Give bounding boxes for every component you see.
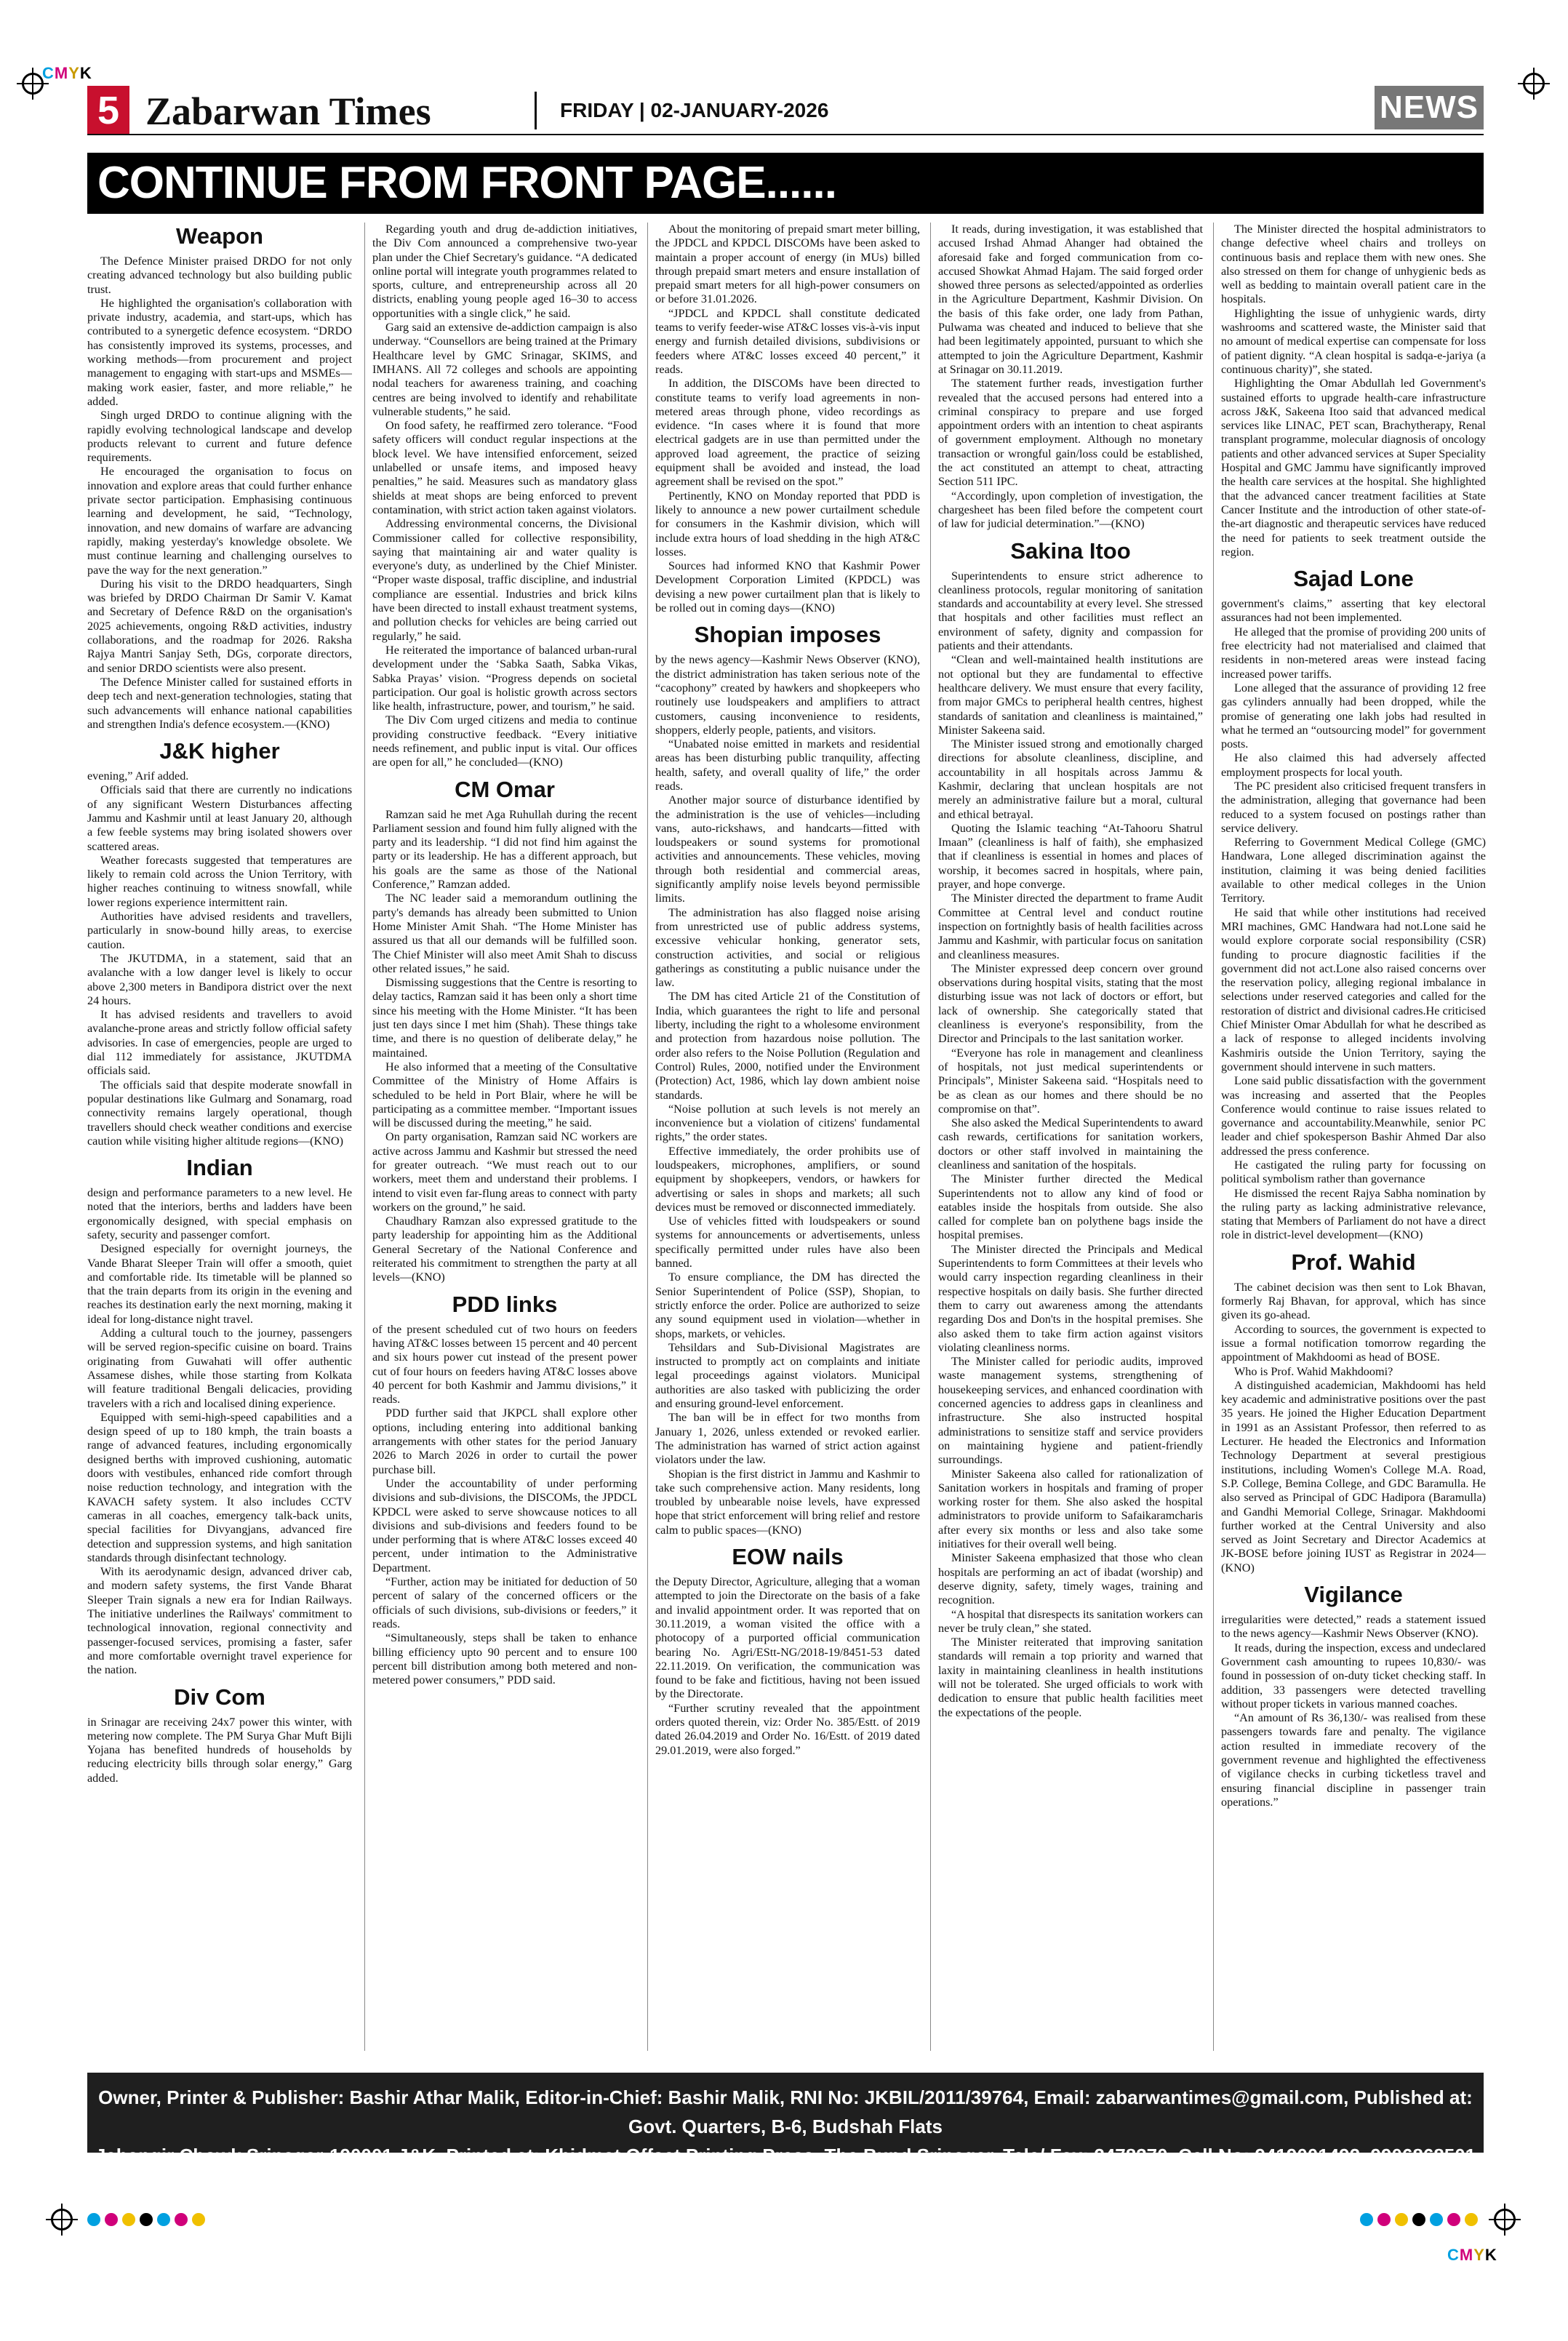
story-paragraph: Singh urged DRDO to continue aligning with the rapidly evolving technological landscape and develop products relevant to current and future defence requirements. <box>87 409 352 465</box>
story-paragraph: Quoting the Islamic teaching “At-Tahooru Shatrul Imaan” (cleanliness is half of faith), she emphasized that if cleanliness is essential in homes and places of worship, it becomes sacred in hospitals, where pain, prayer, and hope converge. <box>938 821 1203 892</box>
column-5 <box>1221 223 1486 2051</box>
story-paragraph: Use of vehicles fitted with loudspeakers or sound systems for announcements or advertisements, unless specifically permitted under rules have also been banned. <box>655 1214 920 1270</box>
cmyk-mark-bottom <box>1447 2246 1497 2265</box>
story-paragraph: Lone alleged that the assurance of providing 12 free gas cylinders annually had been dropped, while the promise of generating one lakh jobs had resulted in what he termed an “outsourcing model” for government posts. <box>1221 681 1486 751</box>
story-paragraph: On party organisation, Ramzan said NC workers are active across Jammu and Kashmir but stressed the need for greater outreach. “We must reach out to our workers, meet them and understand their problems. I intend to visit even far-flung areas to connect with party workers on the ground,” he said. <box>372 1130 637 1214</box>
cmyk-mark-top <box>42 64 92 83</box>
story-paragraph: Authorities have advised residents and travellers, particularly in snow-bound hilly areas, to exercise caution. <box>87 910 352 951</box>
story-paragraph: He also claimed this had adversely affected employment prospects for local youth. <box>1221 751 1486 779</box>
story-paragraph: Chaudhary Ramzan also expressed gratitude to the party leadership for appointing him as the Additional General Secretary of the National Conference and reiterated his commitment to strengthen the party at all levels—(KNO) <box>372 1214 637 1284</box>
story-paragraph: “Noise pollution at such levels is not merely an inconvenience but a violation of citizens' fundamental rights,” the order states. <box>655 1102 920 1144</box>
story-paragraph: The Defence Minister praised DRDO for not only creating advanced technology but also building public trust. <box>87 255 352 296</box>
date-line: FRIDAY | 02-JANUARY-2026 <box>560 99 829 121</box>
column-1 <box>87 223 352 2051</box>
article-columns <box>87 223 1484 2051</box>
story-paragraph: design and performance parameters to a new level. He noted that the interiors, berths and ladders have been ergonomically designed, with special emphasis on safety, security and passenger comfort. <box>87 1186 352 1241</box>
story-paragraph: Designed especially for overnight journeys, the Vande Bharat Sleeper Train will offer a smooth, quiet and comfortable ride. Its timetable will be planned so that the train departs from its origin in the evening and reaches its destination early the next morning, making it ideal for long-distance night travel. <box>87 1242 352 1326</box>
story-paragraph: “JPDCL and KPDCL shall constitute dedicated teams to verify feeder-wise AT&C losses vis-à-vis input energy and furnish detailed divisions, subdivisions or feeders where AT&C losses exceed 40 percent,” it reads. <box>655 306 920 376</box>
story-paragraph: Addressing environmental concerns, the Divisional Commissioner called for collective responsibility, saying that maintaining air and water quality is everyone's duty, as underlined by the Chief Minister. “Proper waste disposal, traffic discipline, and industrial compliance are essential. Industries and brick kilns have been directed to install exhaust treatment systems, and pollution checks for vehicles are being carried out regularly,” he said. <box>372 517 637 643</box>
story-paragraph: On food safety, he reaffirmed zero tolerance. “Food safety officers will conduct regular inspections at the block level. We have intensified enforcement, seized unlabelled or unsafe items, and imposed heavy penalties,” he said. Measures such as mandatory glass shields at meat shops are being enforced to prevent contamination, with strict action taken against violators. <box>372 419 637 516</box>
story-paragraph: The Minister further directed the Medical Superintendents not to allow any kind of food or eatables inside the hospitals from outside. She also called for complete ban on polythene bags inside the hospital premises. <box>938 1172 1203 1242</box>
story-paragraph: The Minister issued strong and emotionally charged directions for absolute cleanliness, discipline, and accountability in all hospitals across Jammu & Kashmir, declaring that unclean hospitals are not merely an administrative failure but a moral, cultural and ethical betrayal. <box>938 737 1203 821</box>
story-headline: CM Omar <box>455 776 555 802</box>
story-weapon <box>87 223 352 732</box>
story-paragraph: He highlighted the organisation's collaboration with private industry, academia, and start-ups, which has contributed to a synergetic defence ecosystem. “DRDO has consistently improved its systems, processes, and working methods—from procurement and project management to engaging with start-ups and MSMEs—making work easier, faster, and more reliable,” he added. <box>87 296 352 408</box>
story-paragraph: In addition, the DISCOMs have been directed to constitute teams to verify load agreements in non-metered areas through phone, video recordings as evidence. “In cases where it is found that more electrical gadgets are in use than permitted under the approved load agreement, the practice of seizing equipment shall be avoided and instead, the load agreement shall be revised on the spot.” <box>655 377 920 489</box>
masthead-divider <box>535 92 537 129</box>
imprint-line-1: Owner, Printer & Publisher: Bashir Athar Malik, Editor-in-Chief: Bashir Malik, RNI No: JKBIL/2011/39764, Email: zabarwantimes@gmail.com, Published at: Govt. Quarters, B-6, Budshah Flats <box>98 2086 1473 2137</box>
masthead-rule <box>87 134 1484 135</box>
story-paragraph: of the present scheduled cut of two hours on feeders having AT&C losses between 15 percent and 40 percent and six hours power cut instead of the present power cut of four hours on feeders having AT&C losses above 40 percent for both Kashmir and Jammu divisions,” it reads. <box>372 1322 637 1406</box>
story-div-com-cont <box>372 223 637 770</box>
story-paragraph: Adding a cultural touch to the journey, passengers will be served region-specific cuisine on board. Trains originating from Guwahati will offer authentic Assamese dishes, while those starting from Kolkata will feature traditional Bengali delicacies, providing travelers with a rich and localised dining experience. <box>87 1326 352 1410</box>
story-paragraph: “Accordingly, upon completion of investigation, the chargesheet has been filed before the competent court of law for judicial determination.”—(KNO) <box>938 489 1203 531</box>
story-paragraph: in Srinagar are receiving 24x7 power this winter, with metering now complete. The PM Surya Ghar Muft Bijli Yojana has benefited hundreds of households by reducing electricity bills through solar energy,” Garg added. <box>87 1715 352 1785</box>
story-headline: Shopian imposes <box>694 622 881 648</box>
story-paragraph: “Clean and well-maintained health institutions are not optional but they are fundamental to effective healthcare delivery. We must ensure that every facility, from major GMCs to peripheral health centres, highest standards of sanitation and cleanliness is maintained,” Minister Sakeena said. <box>938 653 1203 737</box>
story-paragraph: Regarding youth and drug de-addiction initiatives, the Div Com announced a comprehensive two-year plan under the Chief Secretary's guidance. “A dedicated online portal will integrate youth programmes related to sports, culture, and entrepreneurship across all 20 districts, enabling young people aged 16–30 to access opportunities with a single click,” he said. <box>372 223 637 320</box>
column-3 <box>655 223 920 2051</box>
story-paragraph: The Minister directed the hospital administrators to change defective wheel chairs and trolleys on continuous basis and replace them with new ones. She also stressed on them for change of unhygienic beds as well as bedding to maintain overall patient care in the hospitals. <box>1221 223 1486 306</box>
story-paragraph: “Simultaneously, steps shall be taken to enhance billing efficiency upto 90 percent and to ensure 100 percent bill distribution among both metered and non-metered power consumers,” PDD said. <box>372 1631 637 1687</box>
story-paragraph: Dismissing suggestions that the Centre is resorting to delay tactics, Ramzan said it has been only a short time since his meeting with the Home Minister. “It has been just ten days since I met him (Shah). These things take time, and there is no question of deliberate delay,” he maintained. <box>372 976 637 1060</box>
story-paragraph: The DM has cited Article 21 of the Constitution of India, which guarantees the right to life and personal liberty, including the right to a wholesome environment and protection from hazardous noise pollution. The order also refers to the Noise Pollution (Regulation and Control) Rules, 2000, notified under the Environment (Protection) Act, 1986, which lay down ambient noise standards. <box>655 990 920 1102</box>
story-paragraph: The cabinet decision was then sent to Lok Bhavan, formerly Raj Bhavan, for approval, which has since given its go-ahead. <box>1221 1280 1486 1322</box>
story-paragraph: Sources had informed KNO that Kashmir Power Development Corporation Limited (KPDCL) was devising a new power curtailment plan that is likely to be rolled out in coming days—(KNO) <box>655 559 920 615</box>
story-cm-omar <box>372 776 637 1285</box>
story-div-com <box>87 1684 352 1785</box>
story-paragraph: Garg said an extensive de-addiction campaign is also underway. “Counsellors are being trained at the Primary Healthcare level by GMC Srinagar, SKIMS, and IMHANS. All 72 colleges and schools are appointing nodal teachers for awareness training, and coaching centres are being involved to identify and rehabilitate vulnerable students,” he said. <box>372 321 637 418</box>
story-vigilance <box>1221 1581 1486 1809</box>
story-paragraph: The officials said that despite moderate snowfall in popular destinations like Gulmarg and Sonamarg, road connectivity remains largely operational, though travellers should check weather conditions and exercise caution while visiting higher altitude regions—(KNO) <box>87 1078 352 1148</box>
story-paragraph: “Everyone has role in management and cleanliness of hospitals, not just medical superintendents or Principals”, Minister Sakeena said. “Hospitals need to be as clean as our homes and there should be no compromise on that”. <box>938 1046 1203 1116</box>
cmyk-letters: CMYK <box>42 64 92 82</box>
masthead <box>87 86 1484 135</box>
story-paragraph: “An amount of Rs 36,130/- was realised from these passengers towards fare and penalty. The vigilance action resulted in immediate recovery of the government revenue and highlighted the effectiveness of vigilance checks in curbing ticketless travel and ensuring financial discipline in passenger train operations.” <box>1221 1711 1486 1809</box>
story-paragraph: “Unabated noise emitted in markets and residential areas has been disturbing public tranquility, affecting health, safety, and overall quality of life,” the order reads. <box>655 737 920 793</box>
story-paragraph: Weather forecasts suggested that temperatures are likely to remain cold across the Union Territory, with higher reaches continuing to witness snowfall, while lower regions experience intermittent rain. <box>87 853 352 909</box>
story-eow-nails-cont <box>938 223 1203 532</box>
story-paragraph: Another major source of disturbance identified by the administration is the use of vehicles—including vans, auto-rickshaws, and handcarts—fitted with loudspeakers or sound systems for promotional activities and announcements. These vehicles, moving through both residential and commercial areas, significantly amplify noise levels beyond permissible limits. <box>655 793 920 905</box>
page-banner: CONTINUE FROM FRONT PAGE...... <box>87 153 1484 214</box>
story-paragraph: The statement further reads, investigation further revealed that the accused persons had entered into a criminal conspiracy to prepare and use forged appointment orders with an intention to cheat aspirants of government employment. Although no monetary transaction or wrongful gain/loss could be established, the act constituted an attempt to cheat, attracting Section 511 IPC. <box>938 377 1203 489</box>
story-prof-wahid <box>1221 1249 1486 1575</box>
story-paragraph: Highlighting the issue of unhygienic wards, dirty washrooms and scattered waste, the Minister said that no amount of medical expertise can compensate for loss of patient dignity. “A clean hospital is sadqa-e-jariya (a continuous charity)”, she stated. <box>1221 306 1486 376</box>
story-paragraph: He alleged that the promise of providing 200 units of free electricity had not materialised and claimed that residents in non-metered areas were instead facing increased power tariffs. <box>1221 625 1486 681</box>
story-paragraph: the Deputy Director, Agriculture, alleging that a woman attempted to join the Directorate on the basis of a fake and invalid appointment order. It was reported that on 30.11.2019, a woman visited the office with a photocopy of a purported official communication bearing No. Agri/EStt-NG/2018-19/8451-53 dated 22.11.2019. On verification, the communication was found to be fake and fictitious, having not been issued by the Directorate. <box>655 1575 920 1701</box>
color-dots-right <box>1360 2213 1478 2226</box>
story-paragraph: The Minister called for periodic audits, improved waste management systems, strengthening of housekeeping services, and enhanced coordination with concerned agencies to address gaps in cleanliness and infrastructure. She also instructed hospital administrations to sensitize staff and service providers on maintaining hygiene and patient-friendly surroundings. <box>938 1355 1203 1467</box>
story-headline: Sajad Lone <box>1293 566 1414 592</box>
imprint-footer <box>87 2073 1484 2166</box>
story-paragraph: The Minister directed the Principals and Medical Superintendents to form Committees at their levels who would carry inspection regarding cleanliness in their respective hospitals on daily basis. She further directed them to carry out awareness among the attendants regarding Dos and Don'ts in the hospital premises. She also asked them to take firm action against visitors violating cleanliness norms. <box>938 1242 1203 1354</box>
story-paragraph: With its aerodynamic design, advanced driver cab, and modern safety systems, the first Vande Bharat Sleeper Train signals a new era for Indian Railways. The initiative underlines the Railways' commitment to technological innovation, regional connectivity and passenger-focused services, promising a faster, safer and more comfortable overnight travel experience for the nation. <box>87 1565 352 1677</box>
story-indian <box>87 1154 352 1677</box>
story-paragraph: He encouraged the organisation to focus on innovation and explore areas that could further enhance private sector participation. Emphasising continuous learning and development, he said, “Technology, innovation, and new domains of warfare are advancing rapidly, making yesterday's knowledge obsolete. We must continue learning and challenging ourselves to pave the way for the next generation.” <box>87 465 352 577</box>
story-paragraph: He said that while other institutions had received MRI machines, GMC Handwara had not.Lone said he would explore corporate social responsibility (CSR) funding to procure diagnostic facilities if the government did not act.Lone also raised concerns over the reservation policy, alleging regional imbalance in selections under reserved categories and called for the restoration of district and divisional cadres.He criticised Chief Minister Omar Abdullah for what he described as a lack of response to alleged incidents involving Kashmiris outside the Union Territory, saying the government should intervene in such matters. <box>1221 905 1486 1073</box>
story-paragraph: “Further, action may be initiated for deduction of 50 percent of salary of the concerned officers or the officials of such divisions, sub-divisions or feeders,” it reads. <box>372 1575 637 1630</box>
story-paragraph: Referring to Government Medical College (GMC) Handwara, Lone alleged discrimination against the institution, claiming it was being denied facilities available to other medical colleges in the Union Territory. <box>1221 836 1486 905</box>
story-paragraph: Pertinently, KNO on Monday reported that PDD is likely to announce a new power curtailment schedule for consumers in the Kashmir division, which will include extra hours of load shedding in the high AT&C losses. <box>655 489 920 559</box>
story-paragraph: Ramzan said he met Aga Ruhullah during the recent Parliament session and found him fully aligned with the party and its leadership. “I did not find him against the party or its leadership. He has a different approach, but his goals are the same as those of the National Conference,” Ramzan added. <box>372 807 637 892</box>
registration-mark-bottom-left <box>51 2209 73 2230</box>
registration-mark-top-left <box>22 73 44 95</box>
column-rule <box>647 223 648 2051</box>
story-paragraph: The Minister directed the department to frame Audit Committee at Central level and conduct routine inspection on fortnightly basis of health facilities across Jammu and Kashmir, with particular focus on sanitation and cleanliness measures. <box>938 892 1203 961</box>
story-paragraph: He castigated the ruling party for focussing on political symbolism rather than governance <box>1221 1159 1486 1186</box>
color-dots-left <box>87 2213 205 2226</box>
story-headline: Prof. Wahid <box>1291 1249 1416 1275</box>
column-4 <box>938 223 1203 2051</box>
column-rule <box>930 223 931 2051</box>
story-paragraph: To ensure compliance, the DM has directed the Senior Superintendent of Police (SSP), Shopian, to strictly enforce the order. Police are authorized to seize any sound equipment used in violation—whether in shops, markets, or vehicles. <box>655 1270 920 1340</box>
story-headline: Weapon <box>176 223 263 249</box>
story-paragraph: Lone said public dissatisfaction with the government was increasing and asserted that the Peoples Conference would continue to raise issues related to governance and accountability.Meanwhile, senior PC leader and chief spokesperson Bashir Ahmed Dar also addressed the press conference. <box>1221 1074 1486 1158</box>
story-paragraph: He dismissed the recent Rajya Sabha nomination by the ruling party as lacking administrative relevance, stating that Members of Parliament do not have a direct role in district-level development—(KNO) <box>1221 1186 1486 1242</box>
story-paragraph: “A hospital that disrespects its sanitation workers can never be truly clean,” she stated. <box>938 1607 1203 1635</box>
story-paragraph: During his visit to the DRDO headquarters, Singh was briefed by DRDO Chairman Dr Samir V. Kamat and Secretary of Defence R&D on the organisation's 2025 achievements, ongoing R&D activities, industry collaborations, and the roadmap for 2026. Raksha Rajya Mantri Sanjay Seth, DGs, corporate directors, and senior DRDO scientists were also present. <box>87 577 352 675</box>
story-headline: PDD links <box>452 1291 558 1317</box>
story-paragraph: evening,” Arif added. <box>87 769 189 783</box>
story-headline: EOW nails <box>732 1544 844 1570</box>
story-paragraph: Minister Sakeena emphasized that those who clean hospitals are performing an act of ibadat (worship) and deserve dignity, safety, timely wages, training and recognition. <box>938 1551 1203 1607</box>
story-paragraph: The Minister reiterated that improving sanitation standards will remain a top priority and warned that laxity in maintaining cleanliness in health institutions will not be tolerated. She urged officials to work with dedication to ensure that public health facilities meet the expectations of the people. <box>938 1636 1203 1719</box>
story-headline: Sakina Itoo <box>1010 537 1131 564</box>
story-sakina-itoo-cont <box>1221 223 1486 559</box>
story-paragraph: Highlighting the Omar Abdullah led Government's sustained efforts to upgrade health-care infrastructure across J&K, Sakeena Itoo said that advanced medical services like LINAC, PET scan, Brachytherapy, Renal transplant programme, molecular diagnosis of oncology patients and other advanced services at Super Speciality Hospital and GMC Jammu have significantly improved the health care services at the hospital. She highlighted that the advanced cancer treatment facilities at State Cancer Institute and the introduction of other state-of-the-art diagnostic and therapeutic services have reduced the need for patients to seek treatment outside the region. <box>1221 377 1486 559</box>
story-headline: Div Com <box>174 1684 265 1710</box>
story-paragraph: According to sources, the government is expected to issue a formal notification tomorrow regarding the appointment of Makhdoomi as head of BOSE. <box>1221 1322 1486 1364</box>
story-eow-nails <box>655 1543 920 1758</box>
story-shopian-imposes <box>655 621 920 1537</box>
story-paragraph: PDD further said that JKPCL shall explore other options, including entering into additional banking arrangements with other states for the period January 2026 to March 2026 in order to curtail the power purchase bill. <box>372 1406 637 1476</box>
section-tag: NEWS <box>1375 86 1484 129</box>
story-paragraph: A distinguished academician, Makhdoomi has held key academic and administrative positions over the past 35 years. He joined the Higher Education Department in 1991 as an Assistant Professor, then referred to as Lecturer. He headed the Electronics and Information Technology Department at several prestigious institutions, including Women's College M.A. Road, S.P. College, Bemina College, and GDC Baramulla. He also served as Principal of GDC Hadipora (Baramulla) and Gandhi Memorial College, Srinagar. Makhdoomi further worked at the Central University and also served as Joint Secretary and Director Academics at JK-BOSE before joining IUST as Registrar in 2024—(KNO) <box>1221 1378 1486 1574</box>
story-paragraph: It reads, during the inspection, excess and undeclared Government cash amounting to rupees 10,830/- was found in possession of on-duty ticket checking staff. In addition, 33 passengers were detected travelling without proper tickets in various manned coaches. <box>1221 1641 1486 1710</box>
story-sajad-lone <box>1221 565 1486 1243</box>
story-jk-higher <box>87 737 352 1148</box>
story-paragraph: Effective immediately, the order prohibits use of loudspeakers, microphones, amplifiers, or sound equipment by shopkeepers, vendors, or hawkers for advertising or sales in shops and markets; all such devices must be removed or disconnected immediately. <box>655 1144 920 1214</box>
story-paragraph: government's claims,” asserting that key electoral assurances had not been implemented. <box>1221 597 1486 625</box>
registration-mark-top-right <box>1523 73 1545 95</box>
story-headline: J&K higher <box>159 738 280 764</box>
column-2 <box>372 223 637 2051</box>
story-paragraph: Equipped with semi-high-speed capabilities and a design speed of up to 180 kmph, the train boasts a range of advanced features, including ergonomically designed berths with improved cushioning, automatic doors with vestibules, enhanced ride comfort through noise reduction technology, and integration with the KAVACH safety system. It also includes CCTV cameras in all coaches, emergency talk-back units, special facilities for Divyangjans, advanced fire detection and suppression systems, and high sanitation standards through disinfectant technology. <box>87 1410 352 1564</box>
story-sakina-itoo <box>938 537 1203 1720</box>
story-paragraph: irregularities were detected,” reads a statement issued to the news agency—Kashmir News Observer (KNO). <box>1221 1613 1486 1641</box>
registration-mark-bottom-right <box>1494 2209 1516 2230</box>
paper-name: Zabarwan Times <box>145 89 431 133</box>
story-paragraph: He reiterated the importance of balanced urban-rural development under the ‘Sabka Saath, Sabka Vikas, Sabka Prayas’ vision. “Progress depends on societal participation. Our goal is holistic growth across sectors like health, infrastructure, power, and tourism,” he said. <box>372 643 637 713</box>
column-rule <box>1213 223 1214 2051</box>
story-headline: Vigilance <box>1304 1582 1403 1608</box>
story-pdd-links <box>372 1291 637 1688</box>
story-paragraph: It has advised residents and travellers to avoid avalanche-prone areas and strictly follow official safety advisories. In case of emergencies, people are urged to dial 112 immediately for assistance, JKUTDMA officials said. <box>87 1008 352 1078</box>
story-paragraph: Shopian is the first district in Jammu and Kashmir to take such comprehensive action. Many residents, long troubled by unbearable noise levels, have expressed hope that strict enforcement will bring relief and restore calm to public spaces—(KNO) <box>655 1467 920 1537</box>
story-pdd-links-cont <box>655 223 920 615</box>
story-paragraph: The Div Com urged citizens and media to continue providing constructive feedback. “Every initiative needs refinement, and public input is vital. Our offices are open for all,” he concluded—(KNO) <box>372 713 637 769</box>
story-paragraph: The PC president also criticised frequent transfers in the administration, alleging that governance had been reduced to a system focused on postings rather than service delivery. <box>1221 779 1486 835</box>
story-paragraph: The NC leader said a memorandum outlining the party's demands has already been submitted to Union Home Minister Amit Shah. “The Home Minister has assured us that all our demands will be fulfilled soon. The Chief Minister will also meet Amit Shah to discuss other related issues,” he said. <box>372 892 637 975</box>
imprint-line-2: Jahangir Chowk Srinagar-190001 J&K, Printed at: Khidmat Offset Printing Press, The Bund Srinagar, Tele/ Fax: 2478370, Cell No: 9419001492, 9906868501 <box>95 2145 1476 2166</box>
story-paragraph: The Minister expressed deep concern over ground observations during hospital visits, stating that the most disturbing issue was not lack of doctors or effort, but lack of ownership. She categorically stated that cleanliness is everyone's responsibility, from the Director and Principals to the last sanitation worker. <box>938 961 1203 1046</box>
story-paragraph: The JKUTDMA, in a statement, said that an avalanche with a low danger level is likely to occur above 2,300 meters in Bandipora district over the next 24 hours. <box>87 951 352 1007</box>
story-paragraph: Who is Prof. Wahid Makhdoomi? <box>1234 1364 1393 1378</box>
page-number: 5 <box>87 86 129 135</box>
story-paragraph: “Further scrutiny revealed that the appointment orders quoted therein, viz: Order No. 385/Estt. of 2019 dated 26.04.2019 and Order No. 16/Estt. of 2019 dated 29.01.2019, were also forged.” <box>655 1701 920 1757</box>
story-paragraph: by the news agency—Kashmir News Observer (KNO), the district administration has taken serious note of the “cacophony” created by hawkers and shopkeepers who routinely use loudspeakers and amplifiers to attract customers, causing inconvenience to residents, shoppers, elderly people, patients, and visitors. <box>655 653 920 737</box>
column-rule <box>364 223 365 2051</box>
cmyk-letters-bottom: CMYK <box>1447 2246 1497 2264</box>
story-paragraph: The administration has also flagged noise arising from unrestricted use of public address systems, excessive vehicular honking, generator sets, construction activities, and social or religious gatherings as constituting a public nuisance under the law. <box>655 905 920 990</box>
story-headline: Indian <box>186 1155 253 1181</box>
story-paragraph: Under the accountability of under performing divisions and sub-divisions, the DISCOMs, the JPDCL KPDCL were asked to serve showcause notices to all divisions and sub-divisions and feeders found to be under performing that is where AT&C losses exceed 40 percent, under intimation to the Administrative Department. <box>372 1476 637 1574</box>
story-paragraph: The Defence Minister called for sustained efforts in deep tech and next-generation technologies, stating that such advancements will enhance national capabilities and strengthen India's defence ecosystem.—(KNO) <box>87 675 352 731</box>
story-paragraph: About the monitoring of prepaid smart meter billing, the JPDCL and KPDCL DISCOMs have been asked to maintain a proper account of energy (in MUs) billed through prepaid smart meters and ensure installation of prepaid smart meters for all high-power consumers on or before 31.01.2026. <box>655 223 920 306</box>
story-paragraph: Officials said that there are currently no indications of any significant Western Disturbances affecting Jammu and Kashmir until at least January 20, although a few feeble systems may bring isolated showers over scattered areas. <box>87 783 352 853</box>
story-paragraph: He also informed that a meeting of the Consultative Committee of the Ministry of Home Affairs is scheduled to be held in Port Blair, where he will be participating as a committee member. “Important issues will be discussed during the meeting,” he said. <box>372 1060 637 1130</box>
story-paragraph: Tehsildars and Sub-Divisional Magistrates are instructed to promptly act on complaints and initiate legal proceedings against violators. Municipal authorities are also tasked with publicizing the order and ensuring ground-level enforcement. <box>655 1340 920 1411</box>
story-paragraph: She also asked the Medical Superintendents to award cash rewards, certifications for sanitation workers, doctors or other staff involved in maintaining the cleanliness and sanitation of the hospitals. <box>938 1116 1203 1172</box>
story-paragraph: Minister Sakeena also called for rationalization of Sanitation workers in hospitals and framing of proper working roster for them. She also asked the hospital administrators to provide uniform to Safaikaramcharis after every six months or less and also take some initiatives for their overall well being. <box>938 1467 1203 1551</box>
story-paragraph: The ban will be in effect for two months from January 1, 2026, unless extended or revoked earlier. The administration has warned of strict action against violators under the law. <box>655 1411 920 1467</box>
story-paragraph: Superintendents to ensure strict adherence to cleanliness protocols, regular monitoring of sanitation standards and accountability at every level. She stressed that hospitals and other facilities must reflect an environment of safety, dignity and compassion for patients and their attendants. <box>938 569 1203 653</box>
story-paragraph: It reads, during investigation, it was established that accused Irshad Ahmad Ahanger had obtained the aforesaid fake and forged communication from co-accused Showkat Ahmad Hajam. The said forged order showed three persons as selected/appointed as orderlies in the Agriculture Department, Kashmir Division. On the basis of this fake order, one lady from Pathan, Pulwama was cheated and induced to believe that she had been legitimately appointed, pursuant to which she attempted to join the Agriculture Department, Kashmir at Srinagar on 30.11.2019. <box>938 223 1203 376</box>
